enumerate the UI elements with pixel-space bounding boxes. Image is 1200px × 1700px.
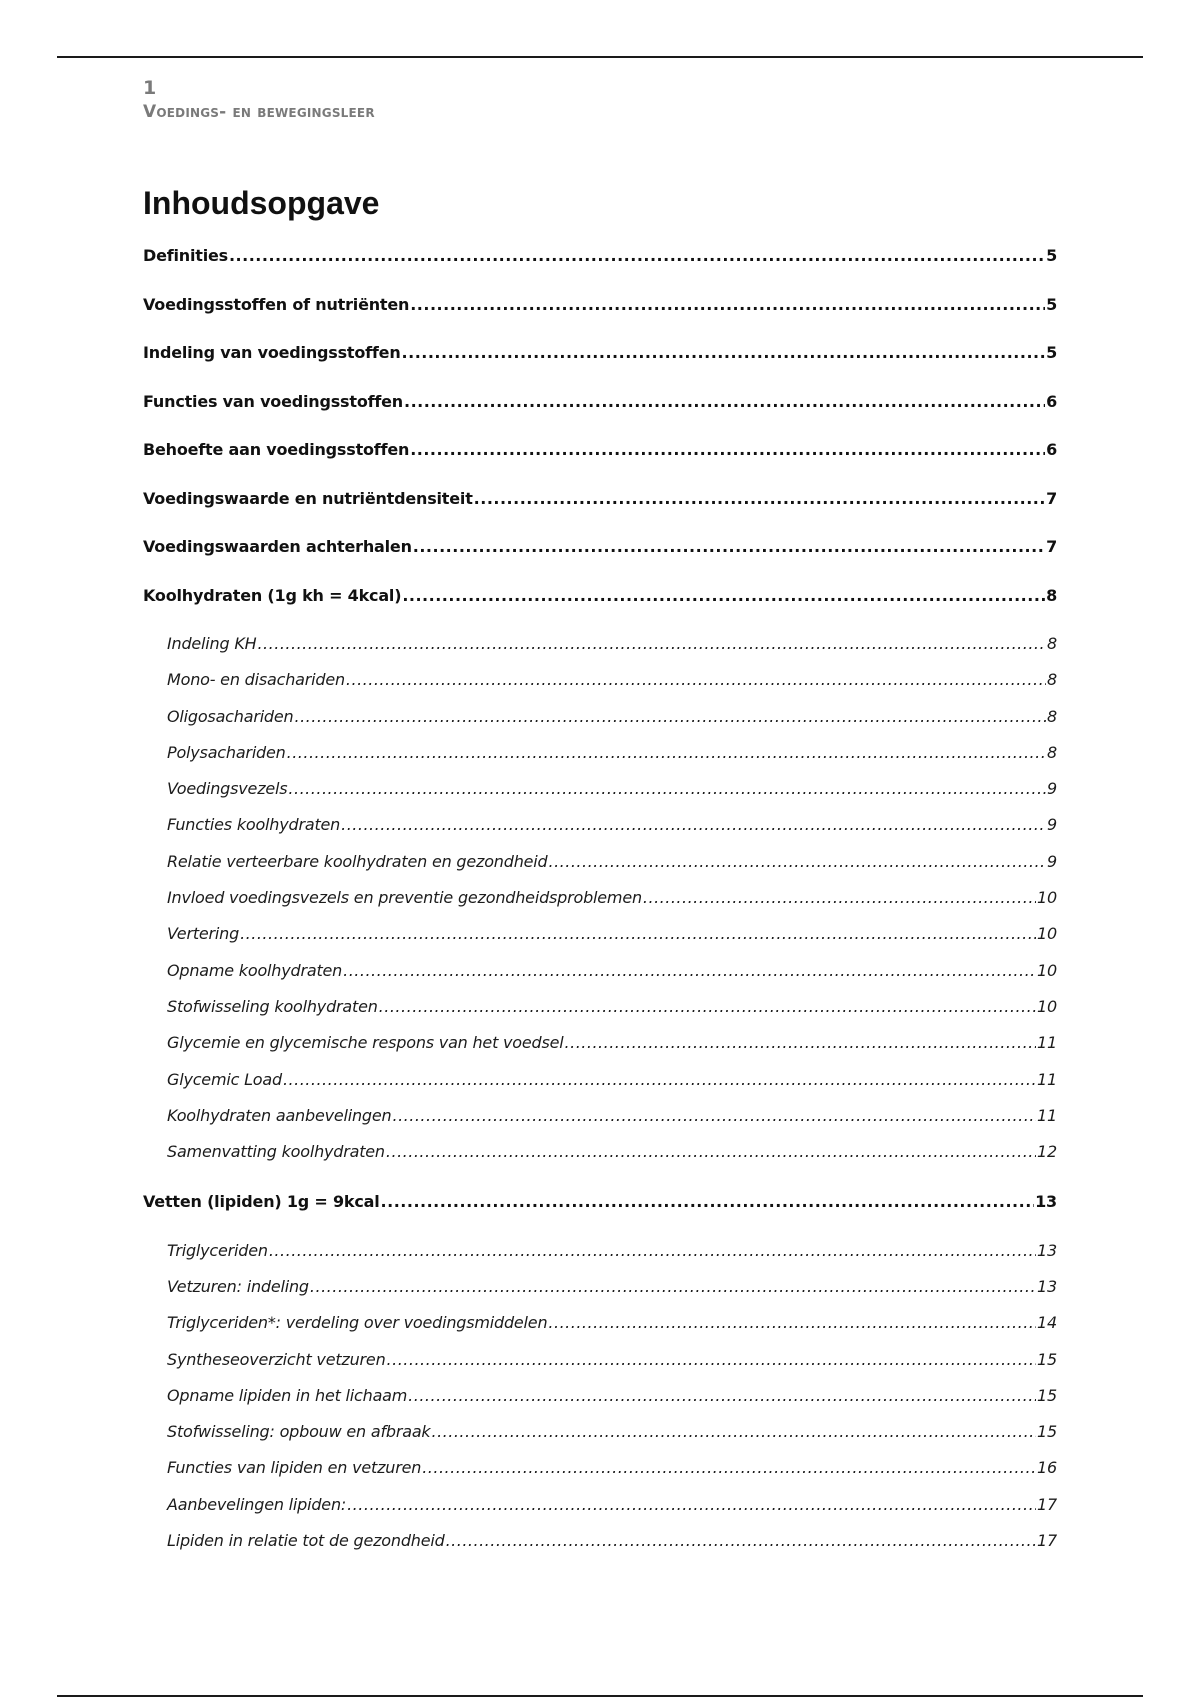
toc-entry-label: Polysachariden (167, 742, 286, 762)
toc-entry-label: Stofwisseling koolhydraten (167, 996, 378, 1016)
toc-dot-leader (379, 997, 1036, 1016)
toc-dot-leader (294, 707, 1046, 726)
toc-dot-leader (269, 1241, 1036, 1260)
toc-entry-page: 7 (1046, 537, 1057, 556)
toc-entry-label: Relatie verteerbare koolhydraten en gezondheid (167, 851, 548, 871)
toc-dot-leader (381, 1192, 1035, 1211)
toc-subentry[interactable] (143, 1495, 1057, 1531)
toc-dot-leader (343, 961, 1036, 980)
toc-subentry[interactable] (143, 1422, 1057, 1458)
toc-entry-page: 8 (1047, 706, 1057, 726)
toc-dot-leader (643, 888, 1036, 907)
toc-subentry[interactable] (143, 634, 1057, 670)
toc-entry-label: Glycemie en glycemische respons van het voedsel (167, 1033, 564, 1053)
toc-dot-leader (257, 634, 1046, 653)
toc-entry-label: Definities (143, 246, 228, 265)
toc-entry-page: 10 (1037, 960, 1057, 980)
toc-dot-leader (283, 1070, 1036, 1089)
toc-entry-page: 11 (1037, 1033, 1057, 1053)
toc-entry-page: 9 (1047, 779, 1057, 799)
toc-subentry[interactable] (143, 815, 1057, 851)
toc-entry-label: Mono- en disachariden (167, 670, 345, 690)
toc-subentry[interactable] (143, 1313, 1057, 1349)
toc-entry-label: Vetzuren: indeling (167, 1276, 309, 1296)
toc-entry-page: 6 (1046, 440, 1057, 459)
toc-entry-label: Functies van lipiden en vetzuren (167, 1458, 422, 1478)
toc-dot-leader (413, 537, 1045, 556)
toc-entry-page: 5 (1046, 343, 1057, 362)
toc-dot-leader (431, 1422, 1036, 1441)
table-of-contents (143, 246, 1057, 1567)
toc-entry[interactable] (143, 537, 1057, 586)
toc-entry-label: Opname koolhydraten (167, 960, 343, 980)
toc-entry-page: 5 (1046, 294, 1057, 314)
toc-entry-page: 15 (1037, 1349, 1057, 1369)
toc-dot-leader (310, 1277, 1036, 1296)
toc-subentry[interactable] (143, 1277, 1057, 1313)
toc-entry-label: Koolhydraten (1g kh = 4kcal) (143, 585, 402, 605)
toc-subentry[interactable] (143, 924, 1057, 960)
toc-subentry[interactable] (143, 1142, 1057, 1192)
toc-dot-leader (240, 924, 1036, 943)
toc-entry-label: Koolhydraten aanbevelingen (167, 1105, 392, 1125)
toc-dot-leader (548, 852, 1046, 871)
toc-subentry[interactable] (143, 670, 1057, 706)
toc-entry-page: 8 (1047, 742, 1057, 762)
toc-dot-leader (404, 392, 1045, 411)
toc-subentry[interactable] (143, 1241, 1057, 1277)
toc-dot-leader (422, 1458, 1036, 1477)
toc-subentry[interactable] (143, 1350, 1057, 1386)
toc-entry[interactable] (143, 246, 1057, 295)
toc-entry-page: 13 (1037, 1276, 1057, 1296)
toc-entry-label: Oligosachariden (167, 706, 294, 726)
toc-entry-page: 10 (1037, 888, 1057, 908)
toc-subentry[interactable] (143, 961, 1057, 997)
toc-entry-page: 13 (1035, 1192, 1057, 1212)
toc-entry-page: 17 (1037, 1494, 1057, 1514)
toc-dot-leader (347, 1495, 1036, 1514)
toc-subentry[interactable] (143, 1106, 1057, 1142)
toc-entry-page: 10 (1037, 924, 1057, 944)
toc-subentry[interactable] (143, 779, 1057, 815)
toc-entry-label: Glycemic Load (167, 1069, 282, 1089)
toc-subentry[interactable] (143, 888, 1057, 924)
toc-entry-page: 14 (1037, 1313, 1057, 1333)
toc-dot-leader (287, 743, 1046, 762)
page-number: 1 (143, 77, 157, 99)
toc-subentry[interactable] (143, 1033, 1057, 1069)
toc-dot-leader (410, 295, 1045, 314)
toc-subentry[interactable] (143, 743, 1057, 779)
toc-entry-page: 15 (1037, 1385, 1057, 1405)
toc-dot-leader (565, 1033, 1037, 1052)
toc-dot-leader (548, 1313, 1036, 1332)
toc-entry-page: 8 (1047, 634, 1057, 653)
page-header (143, 76, 375, 124)
toc-entry[interactable] (143, 489, 1057, 538)
toc-entry-label: Aanbevelingen lipiden: (167, 1494, 347, 1514)
toc-dot-leader (402, 586, 1045, 605)
toc-entry[interactable] (143, 392, 1057, 441)
footer-rule (57, 1695, 1143, 1697)
toc-entry-label: Lipiden in relatie tot de gezondheid (167, 1531, 445, 1551)
toc-entry-label: Indeling KH (167, 634, 257, 653)
toc-entry-label: Voedingswaarde en nutriëntdensiteit (143, 488, 473, 508)
toc-entry-label: Functies koolhydraten (167, 815, 341, 835)
toc-dot-leader (288, 779, 1046, 798)
toc-dot-leader (229, 246, 1045, 265)
toc-entry[interactable] (143, 440, 1057, 489)
toc-entry-page: 8 (1047, 670, 1057, 690)
toc-entry-label: Vetten (lipiden) 1g = 9kcal (143, 1192, 380, 1212)
toc-dot-leader (446, 1531, 1036, 1550)
toc-entry[interactable] (143, 586, 1057, 635)
toc-subentry[interactable] (143, 997, 1057, 1033)
toc-subentry[interactable] (143, 1458, 1057, 1494)
toc-entry-label: Samenvatting koolhydraten (167, 1142, 385, 1162)
toc-subentry[interactable] (143, 1386, 1057, 1422)
toc-subentry[interactable] (143, 1070, 1057, 1106)
toc-entry[interactable] (143, 295, 1057, 344)
toc-dot-leader (410, 440, 1045, 459)
toc-entry-page: 12 (1037, 1142, 1057, 1162)
toc-title: Inhoudsopgave (143, 185, 380, 221)
toc-dot-leader (387, 1350, 1037, 1369)
toc-subentry[interactable] (143, 852, 1057, 888)
toc-entry-label: Triglyceriden (167, 1240, 268, 1260)
toc-entry-page: 15 (1037, 1422, 1057, 1442)
toc-entry-page: 17 (1037, 1531, 1057, 1551)
toc-dot-leader (402, 343, 1046, 362)
toc-entry-label: Voedingsstoffen of nutriënten (143, 294, 410, 314)
toc-entry-page: 11 (1037, 1105, 1057, 1125)
toc-entry-page: 7 (1046, 488, 1057, 508)
toc-entry-label: Triglyceriden*: verdeling over voedingsmiddelen (167, 1313, 548, 1333)
toc-entry-page: 16 (1037, 1458, 1057, 1478)
toc-dot-leader (408, 1386, 1036, 1405)
toc-dot-leader (346, 670, 1046, 689)
toc-entry-page: 5 (1046, 246, 1057, 265)
toc-entry-label: Behoefte aan voedingsstoffen (143, 440, 410, 459)
toc-entry-page: 9 (1047, 815, 1057, 835)
toc-entry-label: Voedingsvezels (167, 779, 288, 799)
running-title: Voedings- en bewegingsleer (143, 102, 375, 122)
toc-subentry[interactable] (143, 707, 1057, 743)
toc-dot-leader (392, 1106, 1036, 1125)
toc-entry-page: 13 (1037, 1240, 1057, 1260)
toc-entry-label: Invloed voedingsvezels en preventie gezondheidsproblemen (167, 888, 642, 908)
toc-dot-leader (474, 489, 1045, 508)
header-rule (57, 56, 1143, 58)
toc-entry-label: Indeling van voedingsstoffen (143, 343, 401, 362)
toc-entry-label: Functies van voedingsstoffen (143, 391, 403, 411)
toc-dot-leader (341, 815, 1046, 834)
toc-entry-label: Voedingswaarden achterhalen (143, 537, 412, 556)
toc-entry-label: Syntheseoverzicht vetzuren (167, 1349, 386, 1369)
toc-dot-leader (386, 1142, 1036, 1161)
toc-entry-label: Vertering (167, 924, 240, 944)
toc-subentry[interactable] (143, 1531, 1057, 1567)
toc-entry-page: 8 (1046, 585, 1057, 605)
toc-entry[interactable] (143, 1192, 1057, 1241)
toc-entry-page: 6 (1046, 391, 1057, 411)
toc-entry-page: 10 (1037, 996, 1057, 1016)
toc-entry-label: Stofwisseling: opbouw en afbraak (167, 1422, 431, 1442)
toc-entry-label: Opname lipiden in het lichaam (167, 1385, 408, 1405)
toc-entry[interactable] (143, 343, 1057, 392)
toc-entry-page: 11 (1037, 1069, 1057, 1089)
toc-entry-page: 9 (1047, 851, 1057, 871)
